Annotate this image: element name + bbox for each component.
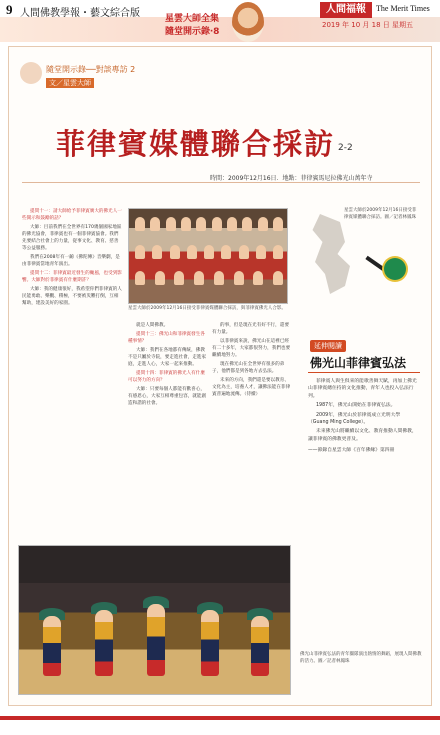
article-meta: 時間：2009年12月16日．地點：菲律賓馬尼拉佛光山萬年寺 (210, 175, 373, 182)
side-caption: 星雲大師於2009年12月16日接受菲律賓媒體聯合採訪。圖／記者林鳳珠 (344, 208, 417, 220)
article-title: 菲律賓媒體聯合採訪 (56, 127, 336, 161)
paper-logo: 人間福報 (320, 2, 372, 18)
answer-text: 就是人間佛教。 (136, 323, 169, 328)
photo-caption: 星雲大師於2009年12月16日接受菲律賓媒體聯合採訪，與菲律賓佛光人合影。 (128, 306, 286, 311)
series-title: 隨堂開示錄──對談專訪 2 (46, 65, 136, 74)
master-portrait (232, 2, 264, 42)
article-column-1 (22, 208, 122, 538)
article-column-2 (128, 322, 208, 540)
section-title: 人間佛教學報・藝文綜合版 (20, 8, 140, 19)
book-subtitle: 隨堂開示錄‧8 (165, 27, 220, 37)
sidebar-tag: 延伸閱讀 (310, 340, 346, 352)
group-photo (128, 208, 288, 304)
answer-text: 以菲律賓來說，佛光山在這裡已經有二十多年，大家都很努力，我們也要繼續地努力。 (212, 339, 291, 358)
sidebar-paragraph: 1987年，佛光山開始在菲律賓弘法。 (316, 403, 396, 409)
sidebar-source: ——節錄自星雲大師《百年佛緣》第四冊 (308, 448, 395, 454)
photo-row-middle (135, 245, 283, 259)
bottom-caption: 佛光山菲律賓弘法的青年團隊演出熱情的舞蹈，展現人間佛教的活力。圖／記者林鳳珠 (300, 652, 422, 664)
answer-text: 現在佛光山在全世界有很多的弟子，他們都是到各地方去弘法。 (212, 362, 285, 374)
lotus-icon (20, 62, 42, 84)
book-title: 星雲大師全集 (165, 14, 220, 24)
question-text: 提問十二：菲律賓最近發生的颱風，也受到影響。大師對於菲律賓有什麼期許？ (22, 271, 122, 283)
paper-name-en: The Merit Times (376, 4, 430, 13)
dancer (95, 610, 113, 676)
answer-text: 的事，但是現在光有好不行，還要有力量。 (212, 323, 289, 335)
article-part: 2-2 (338, 143, 353, 153)
dancer (147, 604, 165, 676)
sidebar-divider (308, 372, 420, 373)
footer-rule (0, 716, 440, 720)
sidebar-body (308, 378, 420, 646)
sidebar-paragraph: 菲律賓人與生俱來的能歌善舞天賦，再加上佛光山菲律賓總住持的文化推動，青年人也投入弘法行列。 (308, 379, 417, 399)
answer-text: 大師：只要每個人都能有歡喜心，有感恩心，大家互相尊重包容，就能創造和諧的社會。 (128, 387, 207, 406)
page-number: 9 (6, 2, 13, 17)
answer-text: 未來的方向，我們還是要以教育、文化為主，培養人才，讓佛法能在菲律賓普遍地流傳。（待續） (212, 378, 291, 397)
answer-text: 我們在2008年有一齣《佛陀傳》音樂劇，是由菲律賓當地青年演出。 (22, 255, 120, 267)
question-text: 提問十一：請大師給予菲律賓廣大的佛光人一些開示和鼓勵的話？ (22, 209, 122, 221)
dancer (201, 610, 219, 676)
answer-text: 大師：我的健康很好，我希望你們菲律賓的人民能勇敢、樂觀、積極，不要被災難打倒，互相幫助，建設美好的家園。 (22, 287, 122, 306)
article-column-3 (212, 322, 292, 540)
meta-divider (22, 182, 420, 183)
sidebar-title: 佛光山菲律賓弘法 (310, 356, 407, 370)
question-text: 提問十三：佛光山和菲律賓發生各種事情？ (128, 332, 205, 344)
sidebar-paragraph: 2009年，佛光山於菲律賓成立光明大學（Guang Ming College）。 (308, 412, 401, 426)
answer-text: 大師：我們在各地都有傳統，佛教不是只屬於寺院，要走進社會，走進家庭，走進人心，大家一起來推動。 (128, 348, 207, 367)
question-text: 提問十四：菲律賓的佛光人有什麼可以努力的方向？ (128, 371, 205, 383)
photo-row-back (135, 217, 283, 231)
sidebar-paragraph: 未來佛光山將繼續以文化、教育推動人間佛教，讓菲律賓的佛教更普及。 (308, 429, 417, 442)
issue-date: 2019 年 10 月 18 日 星期五 (322, 21, 413, 29)
dancer (43, 616, 61, 676)
dance-photo (18, 545, 291, 695)
microphone-icon (384, 258, 406, 280)
photo-row-front (135, 271, 283, 285)
answer-text: 大師：目前我們在全世界有170幾個國家地區的佛光協會，菲律賓也有一個菲律賓協會。我們先要結合社會上的力量，從事文化、教育、慈善等公益服務。 (22, 225, 122, 251)
author-tag: 文／星雲大師 (46, 78, 94, 88)
page-header (0, 0, 440, 42)
dancer (251, 616, 269, 676)
